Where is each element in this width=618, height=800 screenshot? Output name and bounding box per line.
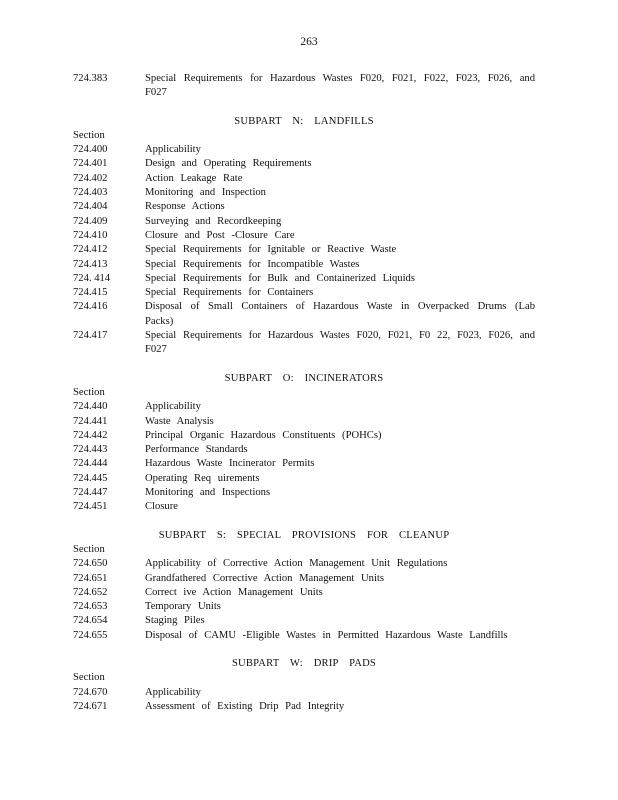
toc-entry — [73, 272, 535, 286]
toc-entry — [73, 300, 535, 329]
toc-entry — [73, 258, 535, 272]
section-number: 724.413 — [73, 258, 108, 270]
section-title: Disposal of Small Containers of Hazardous Waste in Overpacked Drums (Lab Packs) — [145, 301, 535, 327]
toc-entry — [73, 586, 535, 600]
section-title: Closure — [145, 501, 178, 513]
toc-entry — [73, 443, 535, 457]
section-number: 724.403 — [73, 187, 108, 199]
section-number: 724.443 — [73, 444, 108, 456]
section-title: Disposal of CAMU -Eligible Wastes in Permitted Hazardous Waste Landfills — [145, 629, 508, 641]
section-number: 724.401 — [73, 158, 108, 170]
section-number: 724.441 — [73, 415, 108, 427]
section-number: 724.670 — [73, 686, 108, 698]
section-column-label: Section — [73, 386, 105, 398]
toc-entry — [73, 686, 535, 700]
section-number: 724.653 — [73, 601, 108, 613]
toc-entry — [73, 229, 535, 243]
toc-entry — [73, 500, 535, 514]
toc-entry — [73, 72, 535, 101]
toc-entry — [73, 415, 535, 429]
section-number: 724.412 — [73, 244, 108, 256]
toc-entry — [73, 572, 535, 586]
section-title: Grandfathered Corrective Action Management Units — [145, 572, 384, 584]
section-title: Temporary Units — [145, 601, 221, 613]
toc-entry — [73, 172, 535, 186]
section-title: Surveying and Recordkeeping — [145, 215, 282, 227]
subpart-heading: SUBPART S: SPECIAL PROVISIONS FOR CLEANUP — [158, 529, 450, 541]
section-number: 724.383 — [73, 73, 108, 84]
section-title: Hazardous Waste Incinerator Permits — [145, 458, 315, 470]
section-title: Applicability of Corrective Action Management Unit Regulations — [145, 558, 448, 570]
table-of-contents — [73, 72, 535, 714]
section-number: 724.442 — [73, 429, 108, 441]
toc-entry — [73, 186, 535, 200]
section-number: 724.400 — [73, 144, 108, 156]
section-title: Principal Organic Hazardous Constituents (POHCs) — [145, 429, 382, 441]
section-number: 724.402 — [73, 172, 108, 184]
section-title: Waste Analysis — [145, 415, 214, 427]
section-title: Design and Operating Requirements — [145, 158, 312, 170]
section-number: 724.655 — [73, 629, 108, 641]
toc-entry — [73, 400, 535, 414]
section-number: 724.409 — [73, 215, 108, 227]
section-number: 724.651 — [73, 572, 108, 584]
section-number: 724.445 — [73, 472, 108, 484]
toc-entry — [73, 472, 535, 486]
section-title: Special Requirements for Containers — [145, 287, 314, 299]
section-title: Special Requirements for Incompatible Wastes — [145, 258, 360, 270]
section-number: 724.654 — [73, 615, 108, 627]
section-title: Special Requirements for Hazardous Wastes F020, F021, F022, F023, F026, and F027 — [145, 73, 535, 99]
toc-entry — [73, 243, 535, 257]
section-number: 724.652 — [73, 586, 108, 598]
section-number: 724.416 — [73, 301, 108, 313]
toc-entry — [73, 486, 535, 500]
section-column-label: Section — [73, 672, 105, 684]
section-number: 724. 414 — [73, 272, 111, 284]
section-number: 724.440 — [73, 401, 108, 413]
subpart-heading: SUBPART W: DRIP PADS — [231, 657, 377, 669]
toc-entry — [73, 286, 535, 300]
toc-entry — [73, 600, 535, 614]
section-title: Staging Piles — [145, 615, 205, 627]
section-title: Monitoring and Inspection — [145, 187, 266, 199]
toc-entry — [73, 329, 535, 358]
section-number: 724.451 — [73, 501, 108, 513]
toc-entry — [73, 215, 535, 229]
section-title: Operating Req uirements — [145, 472, 260, 484]
toc-entry — [73, 200, 535, 214]
section-title: Assessment of Existing Drip Pad Integrity — [145, 700, 345, 712]
section-column-label: Section — [73, 543, 105, 555]
subpart-heading: SUBPART N: LANDFILLS — [234, 115, 374, 127]
section-title: Special Requirements for Ignitable or Reactive Waste — [145, 244, 397, 256]
toc-entry — [73, 700, 535, 714]
section-number: 724.410 — [73, 229, 108, 241]
section-title: Action Leakage Rate — [145, 172, 243, 184]
page-number: 263 — [300, 36, 318, 48]
section-number: 724.444 — [73, 458, 108, 470]
section-title: Monitoring and Inspections — [145, 487, 271, 499]
section-title: Closure and Post -Closure Care — [145, 229, 295, 241]
subpart-heading: SUBPART O: INCINERATORS — [224, 372, 384, 384]
section-number: 724.650 — [73, 558, 108, 570]
toc-entry — [73, 429, 535, 443]
toc-entry — [73, 143, 535, 157]
toc-entry — [73, 457, 535, 471]
section-title: Applicability — [145, 144, 201, 156]
section-number: 724.671 — [73, 700, 108, 712]
section-title: Response Actions — [145, 201, 225, 213]
toc-entry — [73, 629, 535, 643]
section-title: Performance Standards — [145, 444, 248, 456]
section-number: 724.404 — [73, 201, 108, 213]
section-number: 724.415 — [73, 287, 108, 299]
section-number: 724.447 — [73, 487, 108, 499]
section-title: Special Requirements for Hazardous Wastes F020, F021, F0 22, F023, F026, and F027 — [145, 330, 535, 356]
toc-entry — [73, 614, 535, 628]
section-title: Special Requirements for Bulk and Containerized Liquids — [145, 272, 415, 284]
toc-entry — [73, 157, 535, 171]
section-number: 724.417 — [73, 330, 108, 342]
section-title: Correct ive Action Management Units — [145, 586, 323, 598]
section-title: Applicability — [145, 686, 201, 698]
section-column-label: Section — [73, 129, 105, 141]
section-title: Applicability — [145, 401, 201, 413]
toc-entry — [73, 557, 535, 571]
